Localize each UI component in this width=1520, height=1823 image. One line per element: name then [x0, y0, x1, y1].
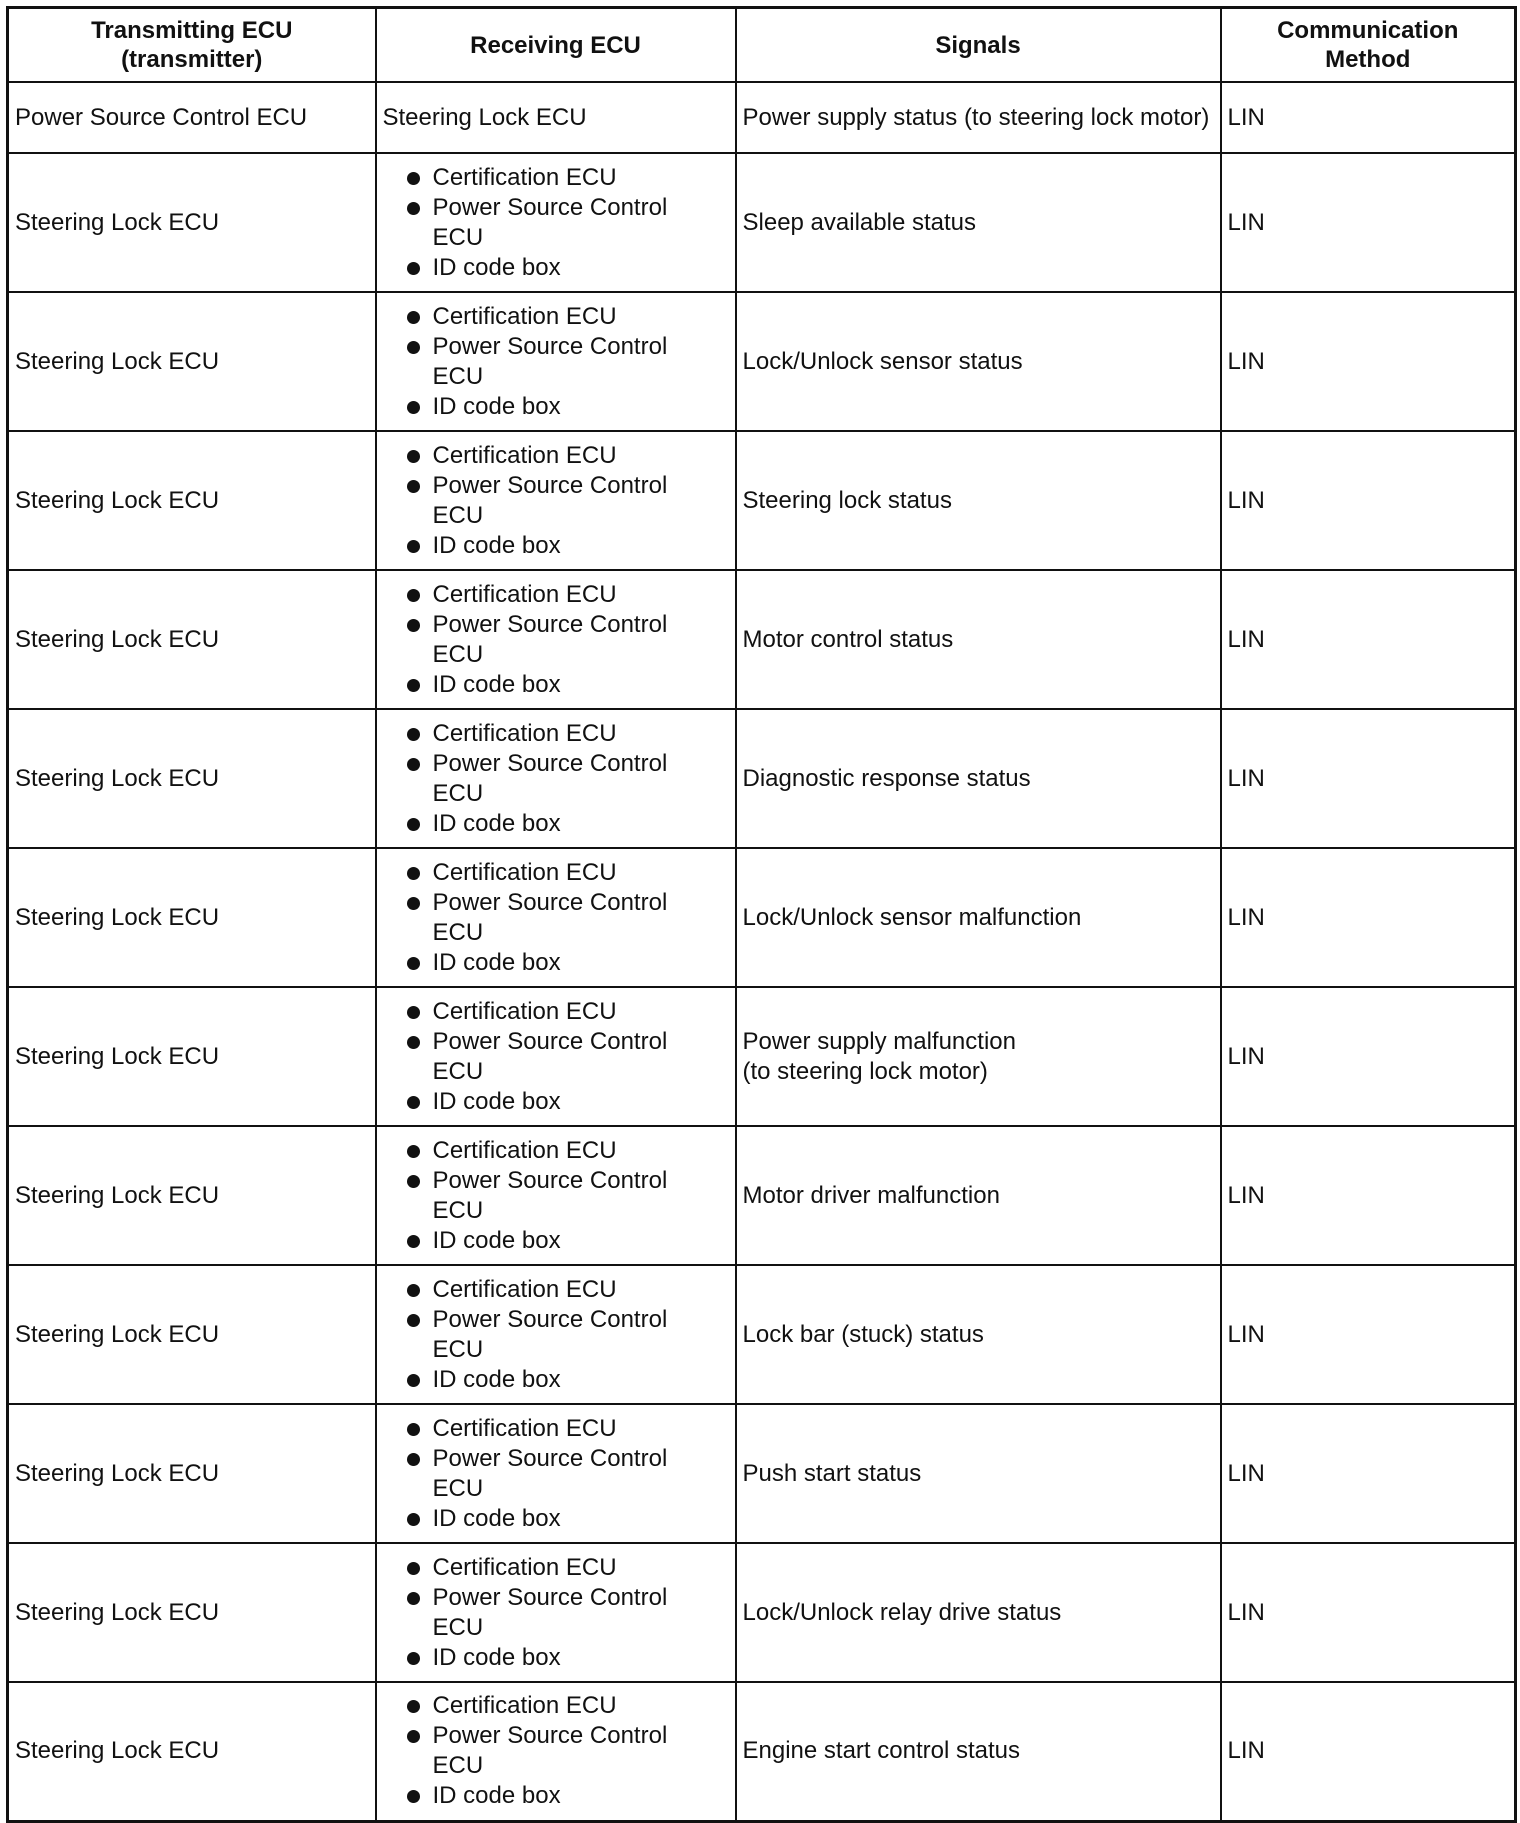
table-body: [8, 82, 1516, 1821]
receiver-label: Certification ECU: [432, 1136, 617, 1164]
receiver-label: Certification ECU: [432, 997, 617, 1025]
receiver-list-item: [383, 392, 729, 422]
cell-signal: Push start status: [736, 1404, 1221, 1543]
receiver-list: [383, 1553, 729, 1673]
receiver-list-item: [383, 193, 729, 253]
receiver-list-item: [383, 1721, 729, 1781]
bullet-icon: [407, 341, 420, 354]
receiver-list: [383, 997, 729, 1117]
cell-receiver-list: [376, 1265, 736, 1404]
receiver-list: [383, 302, 729, 422]
receiver-list-item: [383, 163, 729, 193]
cell-method: LIN: [1221, 82, 1516, 153]
bullet-icon: [407, 1700, 420, 1713]
table-row: [8, 1404, 1516, 1543]
bullet-icon: [407, 1453, 420, 1466]
bullet-icon: [407, 1235, 420, 1248]
receiver-list-item: [383, 1504, 729, 1534]
receiver-label: ID code box: [432, 1087, 561, 1115]
bullet-icon: [407, 1562, 420, 1575]
table-row: [8, 709, 1516, 848]
receiver-label: Power Source Control ECU: [432, 471, 668, 529]
bullet-icon: [407, 1175, 420, 1188]
receiver-label: Certification ECU: [432, 441, 617, 469]
cell-method: LIN: [1221, 292, 1516, 431]
receiver-list-item: [383, 332, 729, 392]
receiver-label: ID code box: [432, 1782, 561, 1810]
receiver-label: Certification ECU: [432, 302, 617, 330]
header-communication-method-line-2: Method: [1325, 46, 1411, 73]
header-transmitting-ecu: [8, 8, 376, 83]
receiver-list-item: [383, 471, 729, 531]
receiver-label: Power Source Control ECU: [432, 1583, 668, 1641]
cell-transmitter: Steering Lock ECU: [8, 292, 376, 431]
receiver-list-item: [383, 302, 729, 332]
cell-signal: Motor driver malfunction: [736, 1126, 1221, 1265]
receiver-label: Certification ECU: [432, 719, 617, 747]
receiver-label: ID code box: [432, 809, 561, 837]
cell-receiver-list: [376, 1543, 736, 1682]
receiver-label: ID code box: [432, 948, 561, 976]
receiver-list-item: [383, 858, 729, 888]
receiver-list-item: [383, 1643, 729, 1673]
bullet-icon: [407, 1374, 420, 1387]
bullet-icon: [407, 1592, 420, 1605]
ecu-communication-table: [6, 6, 1517, 1823]
receiver-label: ID code box: [432, 1226, 561, 1254]
receiver-list-item: [383, 1166, 729, 1226]
receiver-list-item: [383, 1275, 729, 1305]
cell-signal: Engine start control status: [736, 1682, 1221, 1821]
receiver-label: Power Source Control ECU: [432, 888, 668, 946]
receiver-label: ID code box: [432, 1504, 561, 1532]
cell-receiver-list: [376, 709, 736, 848]
receiver-list-item: [383, 610, 729, 670]
header-communication-method-line-1: Communication: [1277, 17, 1459, 44]
receiver-list-item: [383, 441, 729, 471]
cell-transmitter: Steering Lock ECU: [8, 153, 376, 292]
receiver-list-item: [383, 580, 729, 610]
receiver-list-item: [383, 1691, 729, 1721]
receiver-label: ID code box: [432, 531, 561, 559]
receiver-label: Certification ECU: [432, 1553, 617, 1581]
receiver-label: ID code box: [432, 670, 561, 698]
receiver-label: Certification ECU: [432, 1275, 617, 1303]
receiver-list: [383, 1414, 729, 1534]
receiver-list-item: [383, 1414, 729, 1444]
cell-transmitter: Steering Lock ECU: [8, 570, 376, 709]
bullet-icon: [407, 728, 420, 741]
bullet-icon: [407, 450, 420, 463]
bullet-icon: [407, 758, 420, 771]
table-row: [8, 1543, 1516, 1682]
table-header: [8, 8, 1516, 83]
receiver-label: ID code box: [432, 1643, 561, 1671]
cell-method: LIN: [1221, 153, 1516, 292]
bullet-icon: [407, 262, 420, 275]
bullet-icon: [407, 401, 420, 414]
cell-method: LIN: [1221, 709, 1516, 848]
header-transmitting-ecu-line-1: Transmitting ECU: [91, 17, 293, 44]
header-row: [8, 8, 1516, 83]
cell-signal: [736, 987, 1221, 1126]
cell-method: LIN: [1221, 848, 1516, 987]
cell-receiver-list: [376, 987, 736, 1126]
bullet-icon: [407, 1096, 420, 1109]
cell-receiver-list: [376, 153, 736, 292]
receiver-label: Power Source Control ECU: [432, 610, 668, 668]
receiver-label: Certification ECU: [432, 1692, 617, 1720]
header-receiving-ecu: Receiving ECU: [376, 8, 736, 83]
receiver-list-item: [383, 1444, 729, 1504]
cell-method: LIN: [1221, 570, 1516, 709]
receiver-list-item: [383, 1583, 729, 1643]
cell-method: LIN: [1221, 431, 1516, 570]
cell-receiver-list: [376, 848, 736, 987]
receiver-label: Power Source Control ECU: [432, 1444, 668, 1502]
receiver-label: Power Source Control ECU: [432, 1305, 668, 1363]
receiver-label: Power Source Control ECU: [432, 1027, 668, 1085]
cell-signal: Lock/Unlock sensor status: [736, 292, 1221, 431]
bullet-icon: [407, 589, 420, 602]
bullet-icon: [407, 957, 420, 970]
bullet-icon: [407, 679, 420, 692]
receiver-list-item: [383, 997, 729, 1027]
bullet-icon: [407, 619, 420, 632]
receiver-label: Power Source Control ECU: [432, 193, 668, 251]
receiver-list: [383, 441, 729, 561]
receiver-list-item: [383, 1027, 729, 1087]
receiver-list: [383, 163, 729, 283]
bullet-icon: [407, 1652, 420, 1665]
receiver-label: Certification ECU: [432, 858, 617, 886]
bullet-icon: [407, 480, 420, 493]
receiver-label: Power Source Control ECU: [432, 1722, 668, 1780]
bullet-icon: [407, 1314, 420, 1327]
table-row: [8, 82, 1516, 153]
receiver-label: Certification ECU: [432, 163, 617, 191]
cell-receiver: Steering Lock ECU: [376, 82, 736, 153]
cell-transmitter: Steering Lock ECU: [8, 709, 376, 848]
cell-transmitter: Steering Lock ECU: [8, 1404, 376, 1543]
cell-receiver-list: [376, 1682, 736, 1821]
cell-method: LIN: [1221, 987, 1516, 1126]
receiver-label: Certification ECU: [432, 580, 617, 608]
bullet-icon: [407, 1284, 420, 1297]
receiver-list-item: [383, 1305, 729, 1365]
receiver-list-item: [383, 888, 729, 948]
bullet-icon: [407, 311, 420, 324]
receiver-list-item: [383, 948, 729, 978]
cell-transmitter: Steering Lock ECU: [8, 1543, 376, 1682]
receiver-label: Power Source Control ECU: [432, 749, 668, 807]
bullet-icon: [407, 202, 420, 215]
receiver-list-item: [383, 670, 729, 700]
table-row: [8, 1265, 1516, 1404]
receiver-list-item: [383, 1226, 729, 1256]
receiver-label: Power Source Control ECU: [432, 1166, 668, 1224]
receiver-list: [383, 580, 729, 700]
header-signals: Signals: [736, 8, 1221, 83]
cell-transmitter: Steering Lock ECU: [8, 1682, 376, 1821]
bullet-icon: [407, 867, 420, 880]
bullet-icon: [407, 1790, 420, 1803]
header-communication-method: [1221, 8, 1516, 83]
ecu-communication-document: [6, 6, 1514, 1823]
bullet-icon: [407, 1145, 420, 1158]
receiver-list-item: [383, 719, 729, 749]
receiver-list-item: [383, 749, 729, 809]
cell-signal: Sleep available status: [736, 153, 1221, 292]
bullet-icon: [407, 818, 420, 831]
bullet-icon: [407, 540, 420, 553]
cell-signal: Motor control status: [736, 570, 1221, 709]
receiver-label: Power Source Control ECU: [432, 332, 668, 390]
cell-transmitter: Steering Lock ECU: [8, 431, 376, 570]
receiver-list: [383, 858, 729, 978]
receiver-list-item: [383, 809, 729, 839]
signal-line: Power supply malfunction: [742, 1027, 1016, 1055]
receiver-list: [383, 719, 729, 839]
bullet-icon: [407, 172, 420, 185]
table-row: [8, 848, 1516, 987]
receiver-list-item: [383, 531, 729, 561]
cell-signal: Steering lock status: [736, 431, 1221, 570]
receiver-list: [383, 1136, 729, 1256]
receiver-label: ID code box: [432, 392, 561, 420]
table-row: [8, 431, 1516, 570]
cell-receiver-list: [376, 292, 736, 431]
table-row: [8, 570, 1516, 709]
receiver-label: Certification ECU: [432, 1414, 617, 1442]
cell-signal: Diagnostic response status: [736, 709, 1221, 848]
receiver-list-item: [383, 1553, 729, 1583]
cell-transmitter: Power Source Control ECU: [8, 82, 376, 153]
cell-method: LIN: [1221, 1126, 1516, 1265]
header-transmitting-ecu-line-2: (transmitter): [121, 46, 263, 73]
table-row: [8, 1126, 1516, 1265]
receiver-label: ID code box: [432, 253, 561, 281]
signal-line: (to steering lock motor): [742, 1057, 988, 1085]
bullet-icon: [407, 1036, 420, 1049]
receiver-list-item: [383, 1136, 729, 1166]
table-row: [8, 987, 1516, 1126]
cell-method: LIN: [1221, 1265, 1516, 1404]
cell-transmitter: Steering Lock ECU: [8, 1126, 376, 1265]
table-row: [8, 292, 1516, 431]
cell-transmitter: Steering Lock ECU: [8, 1265, 376, 1404]
cell-receiver-list: [376, 570, 736, 709]
receiver-list-item: [383, 1781, 729, 1811]
receiver-list-item: [383, 253, 729, 283]
bullet-icon: [407, 1513, 420, 1526]
receiver-label: ID code box: [432, 1365, 561, 1393]
receiver-list-item: [383, 1365, 729, 1395]
cell-signal: Power supply status (to steering lock motor): [736, 82, 1221, 153]
receiver-list: [383, 1275, 729, 1395]
cell-receiver-list: [376, 1404, 736, 1543]
bullet-icon: [407, 1423, 420, 1436]
cell-receiver-list: [376, 431, 736, 570]
receiver-list: [383, 1691, 729, 1811]
bullet-icon: [407, 1006, 420, 1019]
cell-method: LIN: [1221, 1682, 1516, 1821]
cell-signal: Lock/Unlock relay drive status: [736, 1543, 1221, 1682]
bullet-icon: [407, 897, 420, 910]
cell-signal: Lock/Unlock sensor malfunction: [736, 848, 1221, 987]
cell-transmitter: Steering Lock ECU: [8, 987, 376, 1126]
table-row: [8, 1682, 1516, 1821]
bullet-icon: [407, 1730, 420, 1743]
cell-receiver-list: [376, 1126, 736, 1265]
cell-method: LIN: [1221, 1543, 1516, 1682]
cell-transmitter: Steering Lock ECU: [8, 848, 376, 987]
receiver-list-item: [383, 1087, 729, 1117]
cell-method: LIN: [1221, 1404, 1516, 1543]
table-row: [8, 153, 1516, 292]
cell-signal: Lock bar (stuck) status: [736, 1265, 1221, 1404]
